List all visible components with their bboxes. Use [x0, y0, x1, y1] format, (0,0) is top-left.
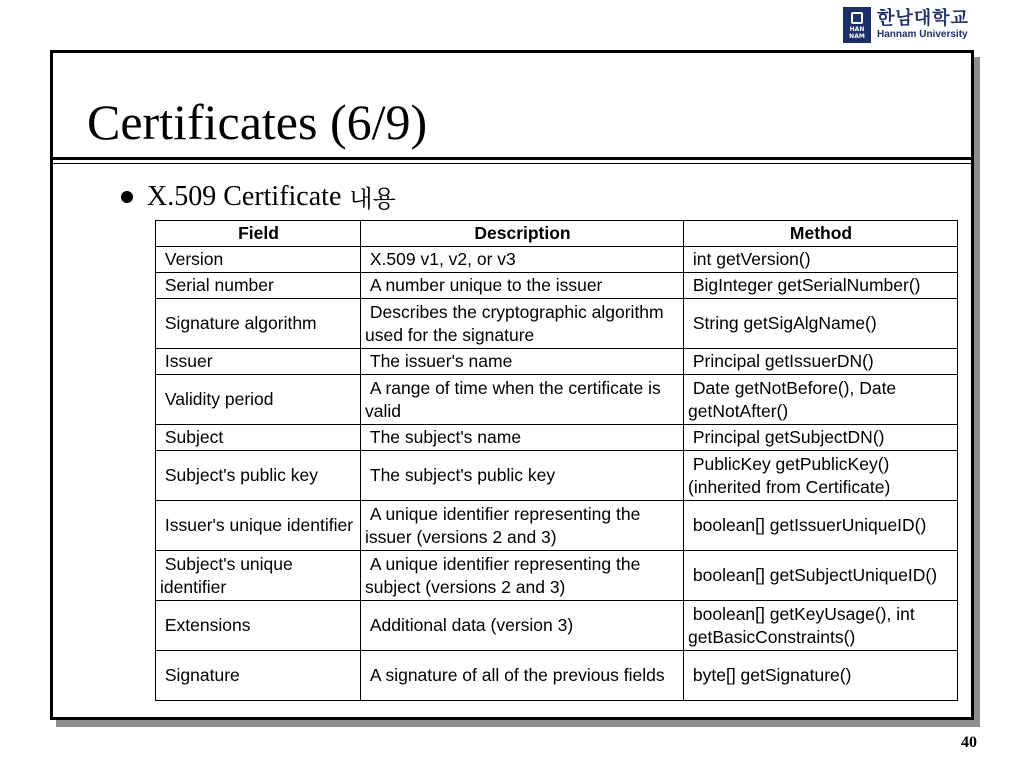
certificate-fields-table — [155, 220, 958, 701]
cell-field: Extensions — [156, 601, 361, 651]
cell-field: Serial number — [156, 273, 361, 299]
cell-method: Principal getSubjectDN() — [684, 425, 958, 451]
table-row — [156, 247, 958, 273]
table-header-row — [156, 221, 958, 247]
title-divider-thin — [53, 163, 971, 164]
page-number: 40 — [961, 734, 977, 751]
cell-field: Subject — [156, 425, 361, 451]
logo-emblem-icon — [843, 7, 871, 43]
title-divider-thick — [53, 157, 971, 160]
cell-description: The subject's public key — [361, 451, 684, 501]
bullet-text: X.509 Certificate — [147, 180, 342, 212]
cell-method: byte[] getSignature() — [684, 651, 958, 701]
logo-english-name: Hannam University — [877, 29, 968, 40]
cell-field: Subject's public key — [156, 451, 361, 501]
cell-field: Version — [156, 247, 361, 273]
cell-description: A unique identifier representing the subject (versions 2 and 3) — [361, 551, 684, 601]
cell-description: A unique identifier representing the issuer (versions 2 and 3) — [361, 501, 684, 551]
bullet-item — [121, 179, 396, 214]
cell-field: Subject's unique identifier — [156, 551, 361, 601]
table-row — [156, 501, 958, 551]
cell-field: Signature algorithm — [156, 299, 361, 349]
table-row — [156, 551, 958, 601]
cell-description: The subject's name — [361, 425, 684, 451]
table-row — [156, 425, 958, 451]
slide-title: Certificates (6/9) — [87, 94, 428, 150]
table-row — [156, 349, 958, 375]
cell-method: PublicKey getPublicKey() (inherited from Certificate) — [684, 451, 958, 501]
university-logo — [843, 6, 969, 44]
cell-field: Signature — [156, 651, 361, 701]
cell-method: boolean[] getKeyUsage(), int getBasicConstraints() — [684, 601, 958, 651]
cell-method: BigInteger getSerialNumber() — [684, 273, 958, 299]
cell-description: Describes the cryptographic algorithm used for the signature — [361, 299, 684, 349]
table-row — [156, 601, 958, 651]
cell-method: int getVersion() — [684, 247, 958, 273]
cell-description: The issuer's name — [361, 349, 684, 375]
cell-description: Additional data (version 3) — [361, 601, 684, 651]
table-row — [156, 299, 958, 349]
header-field: Field — [156, 221, 361, 247]
table-row — [156, 273, 958, 299]
header-method: Method — [684, 221, 958, 247]
bullet-korean-text: 내용 — [349, 185, 396, 213]
cell-method: String getSigAlgName() — [684, 299, 958, 349]
cell-description: X.509 v1, v2, or v3 — [361, 247, 684, 273]
cell-method: boolean[] getIssuerUniqueID() — [684, 501, 958, 551]
cell-description: A number unique to the issuer — [361, 273, 684, 299]
cell-field: Issuer's unique identifier — [156, 501, 361, 551]
table-row — [156, 375, 958, 425]
table-row — [156, 451, 958, 501]
cell-field: Validity period — [156, 375, 361, 425]
cell-field: Issuer — [156, 349, 361, 375]
table-row — [156, 651, 958, 701]
cell-method: boolean[] getSubjectUniqueID() — [684, 551, 958, 601]
cell-description: A signature of all of the previous fields — [361, 651, 684, 701]
logo-mark-text: HAN NAM — [849, 26, 865, 40]
header-description: Description — [361, 221, 684, 247]
cell-description: A range of time when the certificate is valid — [361, 375, 684, 425]
bullet-dot-icon — [121, 191, 133, 203]
cell-method: Principal getIssuerDN() — [684, 349, 958, 375]
logo-korean-name: 한남대학교 — [877, 8, 969, 29]
cell-method: Date getNotBefore(), Date getNotAfter() — [684, 375, 958, 425]
slide-frame — [50, 50, 977, 751]
logo-text — [877, 9, 969, 41]
